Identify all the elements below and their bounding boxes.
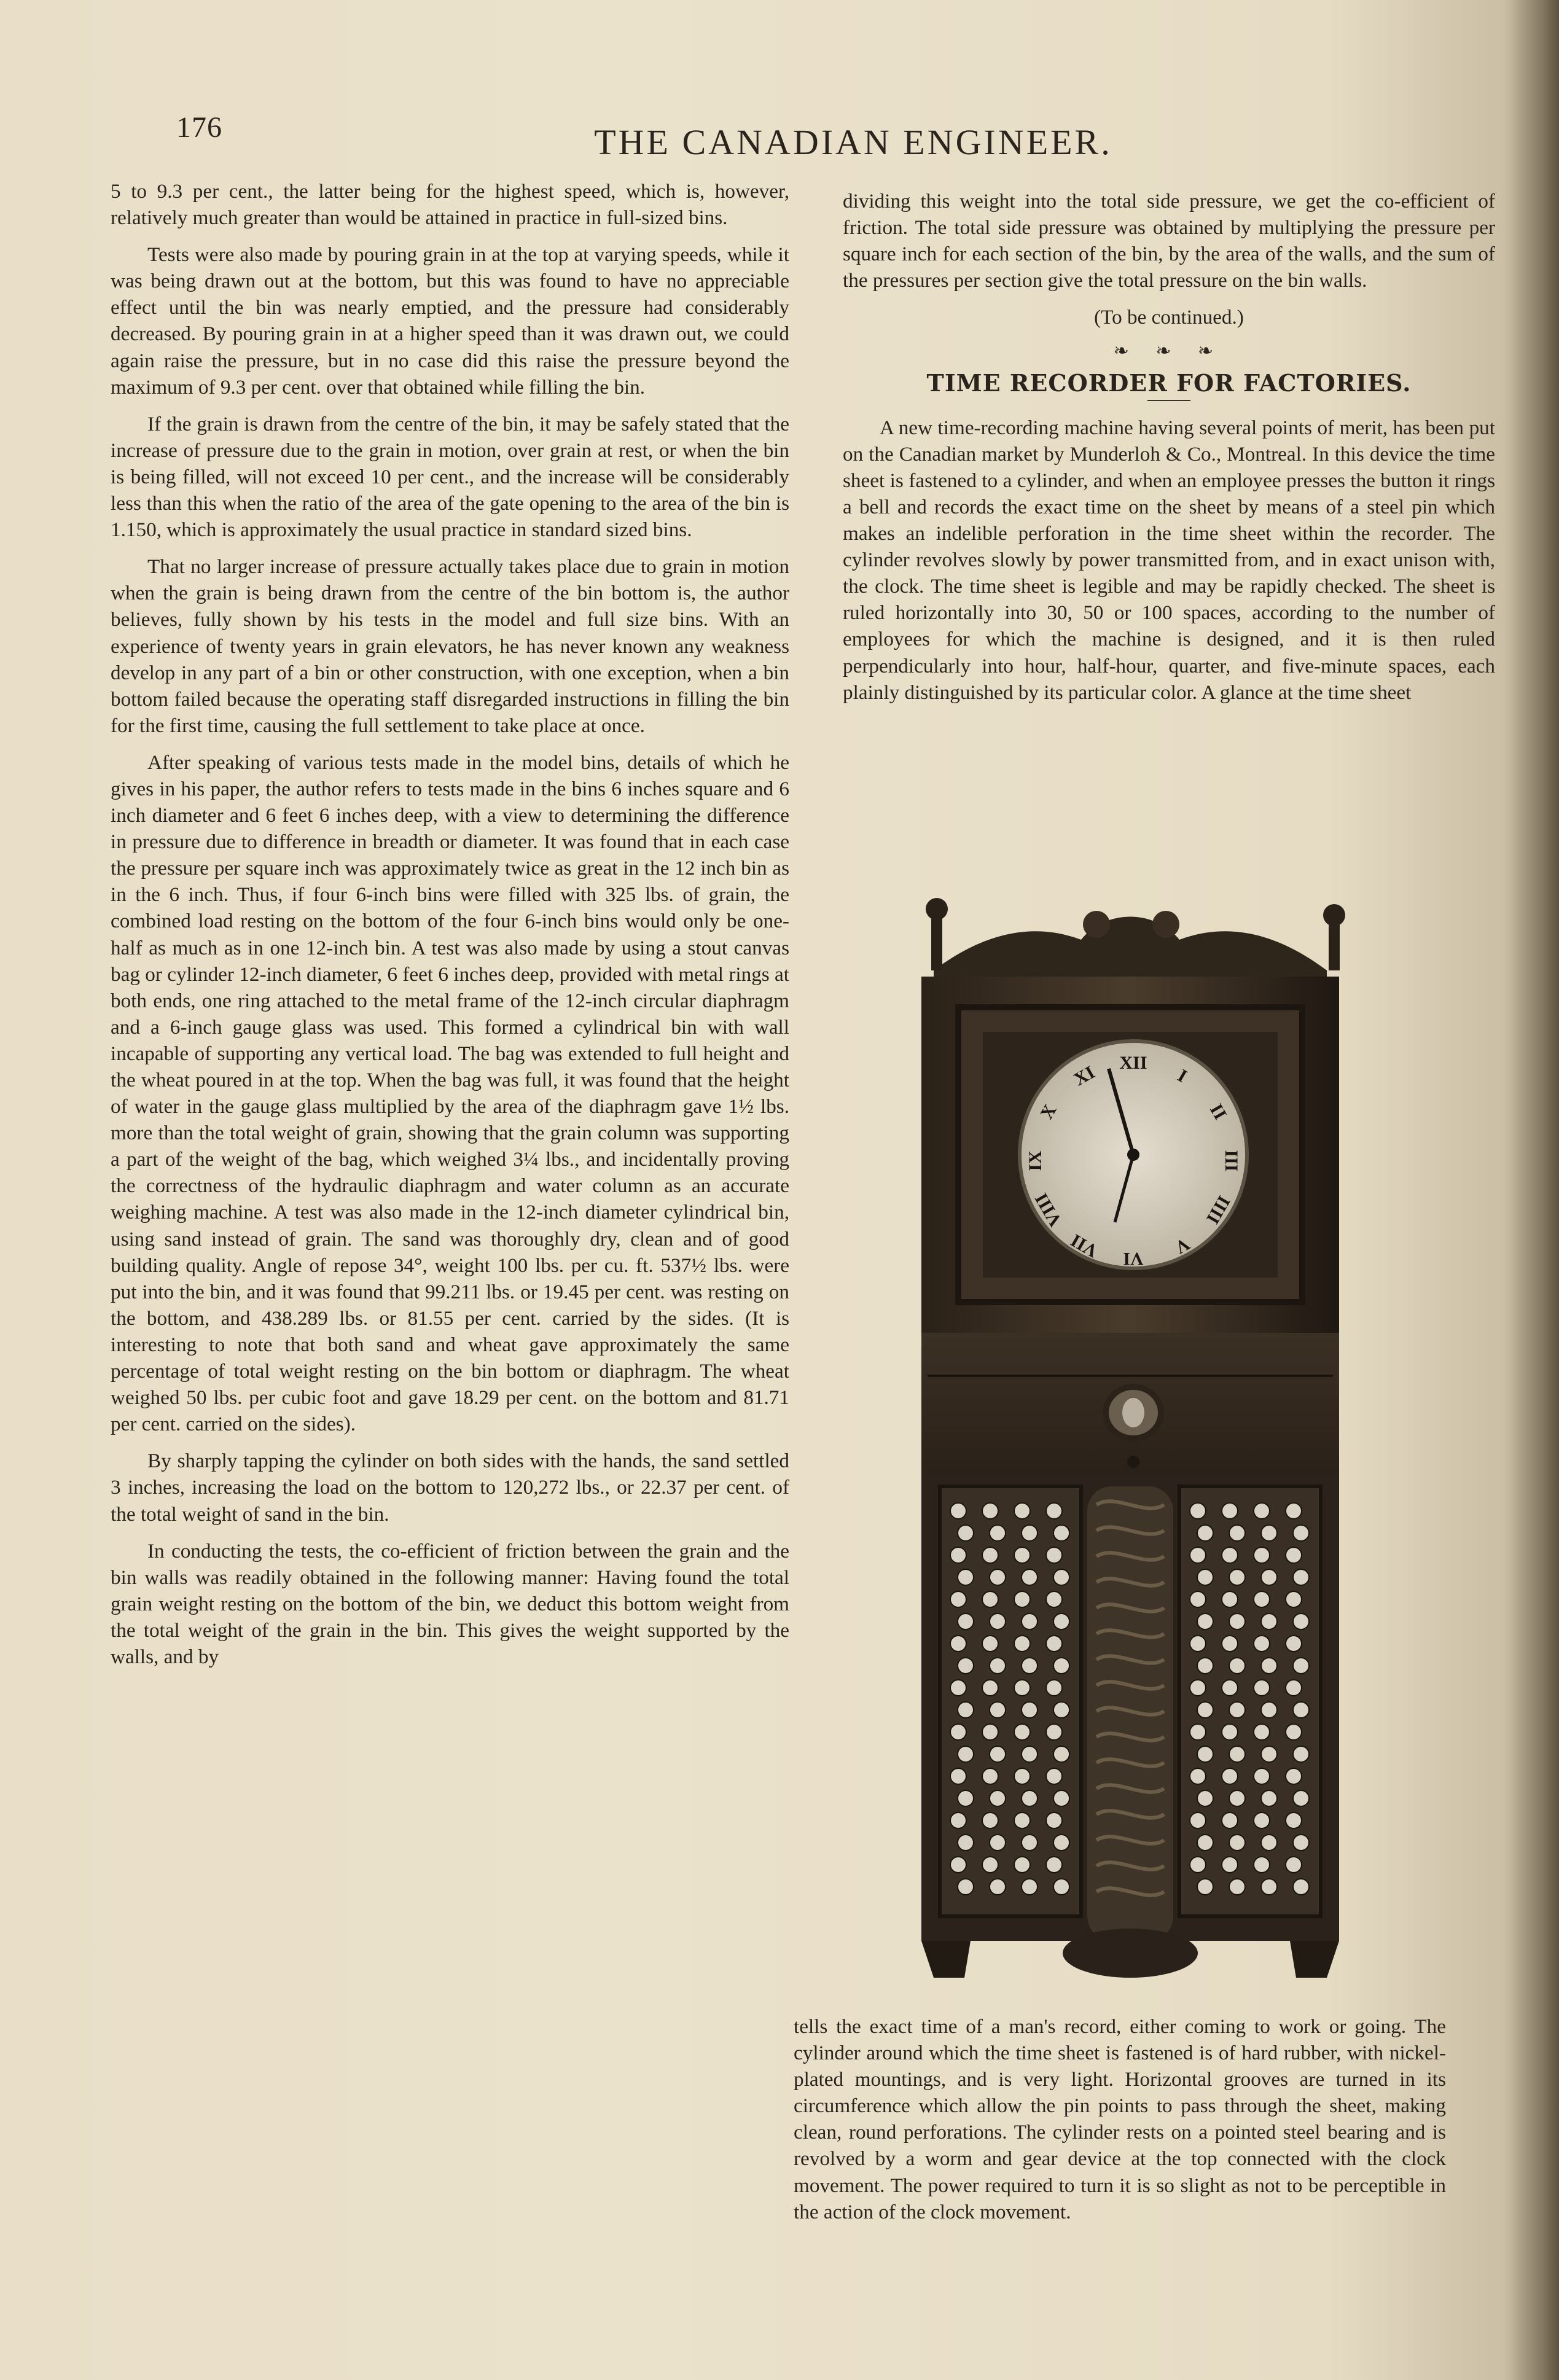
employee-key <box>1261 1835 1277 1851</box>
employee-key <box>1222 1591 1238 1607</box>
employee-key <box>1286 1503 1302 1519</box>
dial-numeral: VII <box>1067 1230 1101 1262</box>
employee-key <box>990 1746 1006 1762</box>
right-column-top <box>843 188 1495 716</box>
employee-key <box>990 1658 1006 1674</box>
employee-key <box>1190 1591 1206 1607</box>
employee-key <box>1293 1525 1309 1541</box>
paragraph: 5 to 9.3 per cent., the latter being for the highest speed, which is, however, relatively much greater than would be attained in practice in full-sized bins. <box>111 180 789 230</box>
employee-key <box>1229 1879 1245 1895</box>
employee-key <box>1197 1658 1213 1674</box>
employee-key <box>1014 1547 1030 1563</box>
employee-key <box>1053 1525 1069 1541</box>
employee-key <box>1046 1812 1062 1828</box>
employee-key <box>1197 1702 1213 1718</box>
left-column <box>111 178 789 1680</box>
employee-key <box>1197 1569 1213 1585</box>
employee-key <box>1254 1591 1270 1607</box>
dial-numeral: II <box>1206 1100 1231 1123</box>
employee-key <box>1014 1636 1030 1652</box>
employee-key <box>1014 1680 1030 1696</box>
employee-key <box>1229 1835 1245 1851</box>
employee-key <box>982 1547 998 1563</box>
employee-key <box>1222 1547 1238 1563</box>
employee-key <box>1197 1790 1213 1806</box>
dial-numeral: I <box>1174 1065 1191 1087</box>
employee-key <box>1254 1724 1270 1740</box>
employee-key <box>990 1613 1006 1629</box>
employee-key <box>990 1702 1006 1718</box>
employee-key <box>1261 1658 1277 1674</box>
paragraph: After speaking of various tests made in the model bins, details of which he gives in his paper, the author refers to tests made in the bins 6 inches square and 6 inch diameter and 6 feet 6 inches deep, with a view to determining the difference in pressure due to difference in breadth or diameter. It was found that in each case the pressure per square inch was approximately twice as great in the 12 inch bin as in the 6 inch. Thus, if four 6-inch bins were filled with 325 lbs. of grain, the combined load resting on the bottom of the four 6-inch bins would only be one-half as much as in one 12-inch bin. A test was also made by using a stout canvas bag or cylinder 12-inch diameter, 6 feet 6 inches deep, provided with metal rings at both ends, one ring attached to the metal frame of the 12-inch circular diaphragm and a 6-inch gauge glass was used. This formed a cylindrical bin with wall incapable of supporting any vertical load. The bag was extended to full height and the wheat poured in at the top. When the bag was full, it was found that the height of water in the gauge glass multiplied by the area of the diaphragm gave 1½ lbs. more than the total weight of grain, showing that the grain column was supporting a part of the weight of the bag, which weighed 3¼ lbs., and incidentally proving the correctness of the hydraulic diaphragm and water column as an accurate weighing machine. A test was also made in the 12-inch diameter cylindrical bin, using sand instead of grain. The sand was thoroughly dry, clean and of good building quality. Angle of repose 34°, weight 100 lbs. per cu. ft. 537½ lbs. were put into the bin, and it was found that 99.211 lbs. or 19.45 per cent. was resting on the bottom, and 438.289 lbs. or 81.55 per cent. carried by the sides. (It is interesting to note that both sand and wheat gave approximately the same percentage of total weight resting on the bin bottom or diaphragm. The wheat weighed 50 lbs. per cubic foot and gave 18.29 per cent. on the bottom and 81.71 per cent. carried on the sides). <box>111 751 789 1436</box>
employee-key <box>1046 1503 1062 1519</box>
paragraph: By sharply tapping the cylinder on both sides with the hands, the sand settled 3 inches, increasing the load on the bottom to 120,272 lbs., or 22.37 per cent. of the total weight of sand in the bin. <box>111 1449 789 1526</box>
employee-key <box>1254 1680 1270 1696</box>
employee-key <box>1222 1857 1238 1873</box>
employee-key <box>1014 1591 1030 1607</box>
employee-key <box>1197 1835 1213 1851</box>
employee-key <box>1286 1547 1302 1563</box>
employee-key <box>1286 1857 1302 1873</box>
employee-key <box>1286 1591 1302 1607</box>
employee-key <box>958 1746 974 1762</box>
employee-key <box>982 1812 998 1828</box>
employee-key <box>950 1812 966 1828</box>
section-ornament: ❧ ❧ ❧ <box>1113 341 1225 362</box>
employee-key <box>1046 1591 1062 1607</box>
employee-key <box>1261 1879 1277 1895</box>
employee-key <box>1046 1636 1062 1652</box>
employee-key <box>1046 1547 1062 1563</box>
employee-key <box>990 1569 1006 1585</box>
employee-key <box>1022 1613 1037 1629</box>
employee-key <box>1053 1746 1069 1762</box>
employee-key <box>1190 1547 1206 1563</box>
employee-key <box>1286 1812 1302 1828</box>
employee-key <box>1254 1768 1270 1784</box>
employee-key <box>1229 1525 1245 1541</box>
employee-key <box>1229 1702 1245 1718</box>
employee-key <box>958 1879 974 1895</box>
employee-key <box>982 1768 998 1784</box>
employee-key <box>1022 1525 1037 1541</box>
employee-key <box>1222 1724 1238 1740</box>
dial-numeral: VI <box>1123 1249 1144 1269</box>
employee-key <box>990 1835 1006 1851</box>
employee-key <box>1046 1680 1062 1696</box>
employee-key <box>958 1525 974 1541</box>
paragraph: A new time-recording machine having several points of merit, has been put on the Canadian market by Munderloh & Co., Montreal. In this device the time sheet is fastened to a cylinder, and when an employee presses the button it rings a bell and records the exact time on the sheet by means of a steel pin which makes an indelible perforation in the time sheet within the recorder. The cylinder revolves slowly by power transmitted from, and in exact unison with, the clock. The time sheet is legible and may be rapidly checked. The sheet is ruled horizontally into 30, 50 or 100 spaces, according to the number of employees for which the machine is designed, and it is then ruled perpendicularly into hour, half-hour, quarter, and five-minute spaces, each plainly distinguished by its particular color. A glance at the time sheet <box>843 416 1495 704</box>
employee-key <box>950 1724 966 1740</box>
employee-key <box>1293 1613 1309 1629</box>
employee-key <box>1053 1658 1069 1674</box>
paragraph: Tests were also made by pouring grain in at the top at varying speeds, while it was being drawn out at the bottom, but this was found to have no appreciable effect until the bin was nearly emptied, and the pressure had considerably decreased. By pouring grain in at a higher speed than it was drawn out, we could again raise the pressure, but in no case did this raise the pressure beyond the maximum of 9.3 per cent. over that obtained while filling the bin. <box>111 243 789 399</box>
employee-key <box>990 1879 1006 1895</box>
employee-key <box>958 1790 974 1806</box>
employee-key <box>1197 1746 1213 1762</box>
employee-key <box>1222 1680 1238 1696</box>
paragraph: dividing this weight into the total side pressure, we get the co-efficient of friction. The total side pressure was obtained by multiplying the pressure per square inch for each section of the bin, by the area of the walls, and the sum of the pressures per section give the total pressure on the bin walls. <box>843 190 1495 292</box>
employee-key <box>1293 1658 1309 1674</box>
employee-key <box>950 1591 966 1607</box>
continued-note: (To be continued.) <box>1094 306 1244 329</box>
employee-key <box>1286 1680 1302 1696</box>
employee-key <box>1293 1746 1309 1762</box>
employee-key <box>1046 1768 1062 1784</box>
article-heading: TIME RECORDER FOR FACTORIES. <box>926 369 1412 397</box>
employee-key <box>990 1525 1006 1541</box>
employee-key <box>1190 1812 1206 1828</box>
employee-key <box>950 1636 966 1652</box>
employee-key <box>1022 1702 1037 1718</box>
employee-key <box>1014 1812 1030 1828</box>
employee-key <box>1197 1879 1213 1895</box>
employee-key <box>958 1702 974 1718</box>
paragraph: tells the exact time of a man's record, either coming to work or going. The cylinder around which the time sheet is fastened is of hard rubber, with nickel-plated mountings, and is very light. Horizontal grooves are turned in its circumference which allow the pin points to pass through the sheet, making clean, round perforations. The cylinder rests on a pointed steel bearing and is revolved by a worm and gear device at the top connected with the clock movement. The power required to turn it is so slight as not to be perceptible in the action of the clock movement. <box>794 2015 1446 2223</box>
employee-key <box>1053 1835 1069 1851</box>
employee-key <box>958 1613 974 1629</box>
employee-key <box>1254 1636 1270 1652</box>
employee-key <box>1190 1680 1206 1696</box>
employee-key <box>958 1835 974 1851</box>
employee-key <box>1222 1812 1238 1828</box>
employee-key <box>1014 1503 1030 1519</box>
employee-key <box>1222 1768 1238 1784</box>
employee-key <box>1014 1724 1030 1740</box>
employee-key <box>1046 1724 1062 1740</box>
employee-key <box>1022 1746 1037 1762</box>
employee-key <box>1261 1790 1277 1806</box>
paragraph: That no larger increase of pressure actually takes place due to grain in motion when the grain is being drawn from the centre of the bin bottom is, the author believes, fully shown by his tests in the model and full size bins. With an experience of twenty years in grain elevators, he has never known any weakness develop in any part of a bin or other construction, with one exception, when a bin bottom failed because the operating staff disregarded instructions in filling the bin for the first time, causing the full settlement to take place at once. <box>111 555 789 737</box>
employee-key <box>1293 1702 1309 1718</box>
employee-key <box>1053 1613 1069 1629</box>
employee-key <box>1053 1790 1069 1806</box>
employee-key <box>1261 1613 1277 1629</box>
employee-key <box>1222 1636 1238 1652</box>
employee-key <box>1293 1879 1309 1895</box>
employee-key <box>1286 1724 1302 1740</box>
employee-key <box>1254 1812 1270 1828</box>
employee-key <box>1254 1503 1270 1519</box>
employee-key <box>958 1658 974 1674</box>
employee-key <box>1014 1768 1030 1784</box>
page-number: 176 <box>176 111 222 144</box>
paragraph: If the grain is drawn from the centre of the bin, it may be safely stated that the increase of pressure due to the grain in motion, over grain at rest, or when the bin is being filled, will not exceed 10 per cent., and the increase will be considerably less than this when the ratio of the area of the gate opening to the area of the bin is 1.150, which is approximately the usual practice in standard sized bins. <box>111 412 789 542</box>
employee-key <box>1293 1835 1309 1851</box>
employee-key <box>1229 1569 1245 1585</box>
employee-key <box>1229 1613 1245 1629</box>
employee-key <box>1197 1525 1213 1541</box>
employee-key <box>982 1636 998 1652</box>
employee-key <box>1190 1724 1206 1740</box>
employee-key <box>1254 1857 1270 1873</box>
employee-key <box>982 1857 998 1873</box>
dial-numeral: III <box>1221 1150 1241 1172</box>
employee-key <box>1053 1879 1069 1895</box>
paragraph: In conducting the tests, the co-efficient of friction between the grain and the bin walls was readily obtained in the following manner: Having found the total grain weight resting on the bottom of the bin, we deduct this bottom weight from the total weight of the grain in the bin. This gives the weight supported by the walls, and by <box>111 1539 789 1668</box>
dial-numeral: IIII <box>1202 1192 1235 1228</box>
journal-title: THE CANADIAN ENGINEER. <box>594 122 1112 162</box>
crest <box>934 917 1327 983</box>
employee-key <box>1053 1702 1069 1718</box>
employee-key <box>950 1680 966 1696</box>
employee-key <box>982 1591 998 1607</box>
employee-key <box>1190 1768 1206 1784</box>
employee-key <box>1022 1569 1037 1585</box>
employee-key <box>1229 1746 1245 1762</box>
employee-key <box>1293 1569 1309 1585</box>
employee-key <box>950 1768 966 1784</box>
employee-key <box>950 1503 966 1519</box>
employee-key <box>990 1790 1006 1806</box>
right-column-bottom <box>794 2013 1446 2236</box>
employee-key <box>1261 1702 1277 1718</box>
employee-key <box>982 1503 998 1519</box>
employee-key <box>1261 1525 1277 1541</box>
employee-key <box>1190 1503 1206 1519</box>
dial-numeral: V <box>1171 1233 1194 1258</box>
employee-key <box>1014 1857 1030 1873</box>
employee-key <box>958 1569 974 1585</box>
employee-key <box>982 1680 998 1696</box>
heading-rule <box>1147 400 1190 401</box>
employee-key <box>1261 1569 1277 1585</box>
employee-key <box>950 1547 966 1563</box>
dial-numeral: XI <box>1070 1062 1098 1090</box>
employee-key <box>1261 1746 1277 1762</box>
employee-key <box>1222 1503 1238 1519</box>
employee-key <box>1022 1790 1037 1806</box>
employee-key <box>1286 1768 1302 1784</box>
employee-key <box>1022 1879 1037 1895</box>
dial-numeral: IX <box>1025 1150 1045 1171</box>
employee-key <box>1053 1569 1069 1585</box>
binding-shadow <box>1504 0 1559 2380</box>
employee-key <box>1293 1790 1309 1806</box>
employee-key <box>1046 1857 1062 1873</box>
employee-key <box>1190 1857 1206 1873</box>
dial-numeral: X <box>1036 1101 1061 1123</box>
dial-numeral: VIII <box>1031 1189 1066 1230</box>
employee-key <box>1229 1790 1245 1806</box>
dial-numeral: XII <box>1119 1053 1147 1073</box>
employee-key <box>982 1724 998 1740</box>
time-recorder-illustration <box>909 897 1351 1984</box>
employee-key <box>1022 1658 1037 1674</box>
employee-key <box>1229 1658 1245 1674</box>
employee-key <box>1254 1547 1270 1563</box>
employee-key <box>1286 1636 1302 1652</box>
employee-key <box>1190 1636 1206 1652</box>
employee-key <box>950 1857 966 1873</box>
employee-key <box>1022 1835 1037 1851</box>
employee-key <box>1197 1613 1213 1629</box>
